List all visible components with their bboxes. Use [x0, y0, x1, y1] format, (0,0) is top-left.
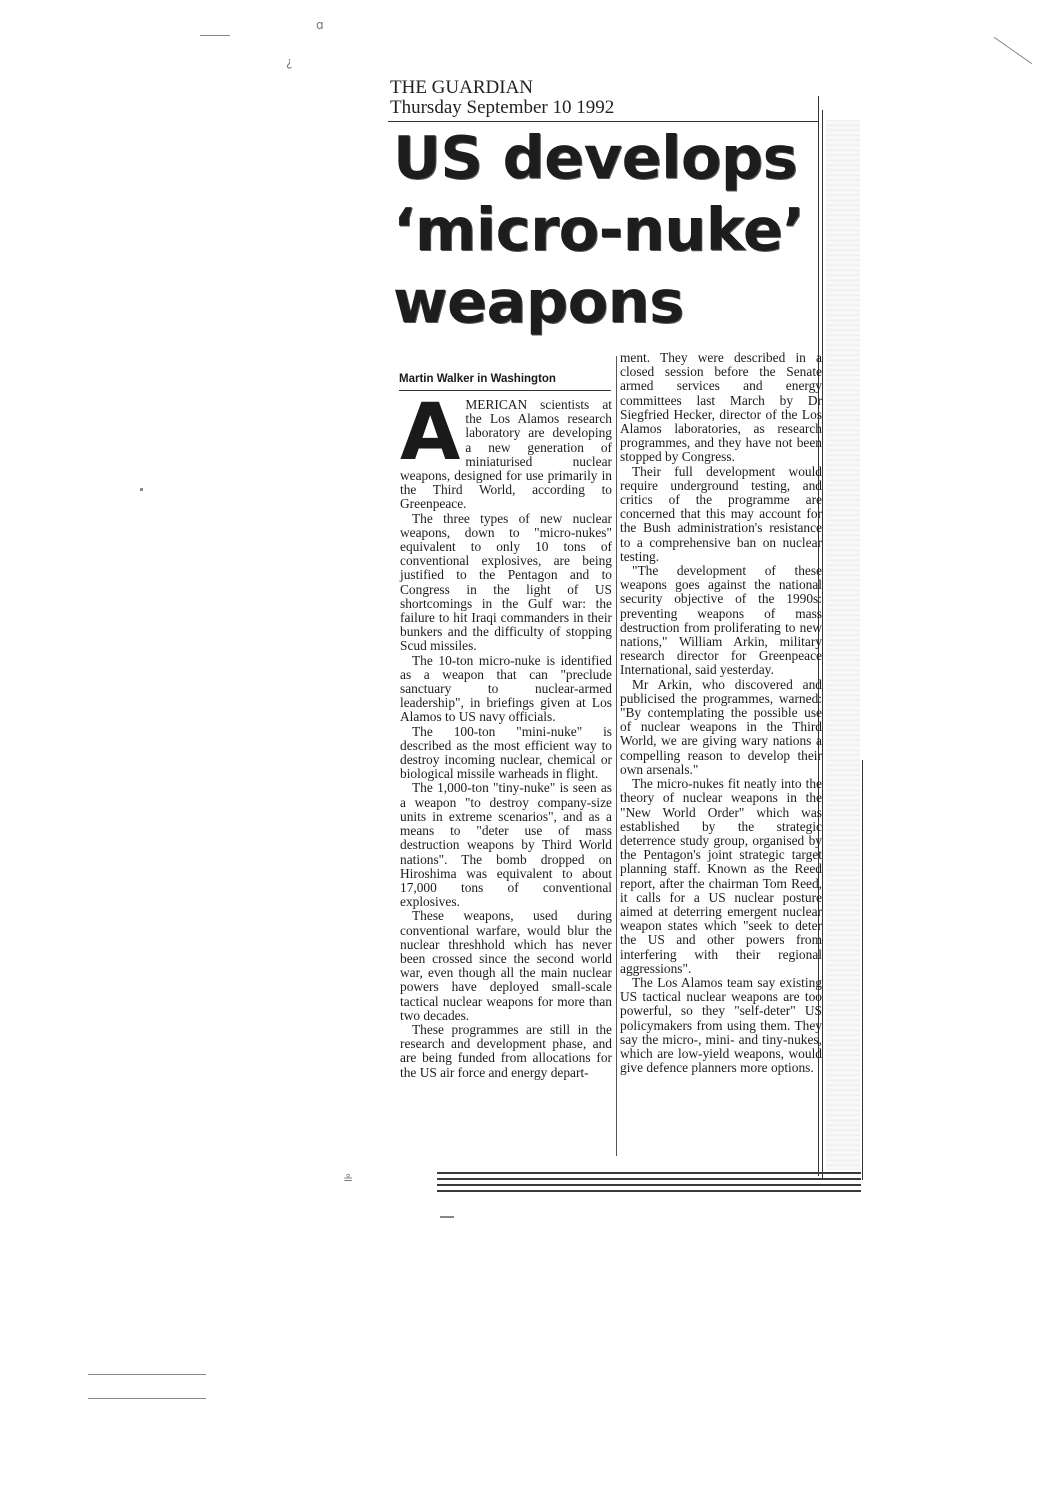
- paragraph: The 1,000-ton "tiny-nuke" is seen as a weapon "to destroy company-size units in extreme scenarios", and as a means to "deter use of mass destruction weapons by Third World nations". The bomb dropped on Hiroshima was equivalent to about 17,000 tons of conventional explosives.: [400, 780, 612, 910]
- article-left-column: [400, 388, 612, 1080]
- column-divider: [616, 356, 617, 1156]
- scan-mark: [440, 1216, 454, 1218]
- paragraph: MERICAN scientists at the Los Alamos research laboratory are developing a new generation of miniaturised nuclear weapons, designed for use primarily in the Third World, according to Greenpeace.: [400, 397, 612, 512]
- article-right-column: [620, 351, 822, 1075]
- masthead: [390, 78, 614, 118]
- scan-mark: [140, 488, 143, 491]
- headline-line-1: US develops: [393, 123, 798, 192]
- newspaper-name: THE GUARDIAN: [390, 77, 534, 98]
- publication-date: Thursday September 10 1992: [390, 97, 615, 118]
- paragraph: "The development of these weapons goes against the national security objective of the 1990s: preventing weapons of mass destruction from proliferating to new nations," William Arkin, military research director for Greenpeace International, said yesterday.: [620, 563, 822, 678]
- scan-shading: [826, 120, 860, 1170]
- paragraph: ment. They were described in a closed session before the Senate armed services and energy committees last March by Dr Siegfried Hecker, director of the Los Alamos laboratories, as research programmes, and they have not been stopped by Congress.: [620, 350, 822, 465]
- scan-mark: [200, 35, 230, 36]
- drop-cap: A: [400, 388, 461, 478]
- paragraph: The Los Alamos team say existing US tactical nuclear weapons are too powerful, so they "self-deter" US policymakers from using them. They say the micro-, mini- and tiny-nukes, which are low-yield weapons, would give defence planners more options.: [620, 974, 822, 1076]
- headline-line-2: ‘micro-nuke’: [393, 195, 805, 264]
- scan-speck: ɑ: [316, 18, 324, 32]
- paragraph: Mr Arkin, who discovered and publicised the programmes, warned: "By contemplating the possible use of nuclear weapons in the Third World, we are giving wary nations a compelling reason to develop their own arsenals.": [620, 676, 822, 777]
- paragraph: The micro-nukes fit neatly into the theory of nuclear weapons in the "New World Order" which was established by the strategic deterrence study group, organised by the Pentagon's joint strategic target planning staff. Known as the Reed report, after the chairman Tom Reed, it calls for a US nuclear posture aimed at deterring emergent nuclear weapon states which "seek to deter the US and other powers from interfering with their regional aggressions".: [620, 776, 822, 976]
- paragraph: Their full development would require underground testing, and critics of the programme are concerned that this may account for the Bush administration's resistance to a comprehensive ban on nuclear testing.: [620, 463, 822, 564]
- scan-speck: ≗: [343, 1172, 354, 1186]
- article-end-rules: [437, 1172, 861, 1200]
- paragraph: These programmes are still in the research and development phase, and are being funded from allocations for the US air force and energy depart-: [400, 1021, 612, 1080]
- paragraph: The 10-ton micro-nuke is identified as a weapon that can "preclude sanctuary to nuclear-armed leadership", in briefings given at Los Alamos to US navy officials.: [400, 652, 612, 725]
- headline-line-3: weapons: [393, 267, 684, 336]
- paragraph: These weapons, used during conventional warfare, would blur the nuclear threshhold which has never been crossed since the second world war, even though all the main nuclear powers have deployed small-scale tactical nuclear weapons for more than two decades.: [400, 908, 612, 1023]
- scan-mark: [88, 1374, 206, 1375]
- headline: [393, 122, 813, 338]
- paragraph: The three types of new nuclear weapons, down to "micro-nukes" equivalent to only 10 tons of conventional explosives, are being justified to the Pentagon and to Congress in the light of US shortcomings in the Gulf war: the failure to hit Iraqi commanders in their bunkers and the difficulty of stopping Scud missiles.: [400, 510, 612, 654]
- scan-speck: ¿: [286, 55, 293, 69]
- column-rule: [862, 760, 863, 1180]
- column-rule: [822, 110, 823, 1180]
- scan-mark: [994, 37, 1032, 64]
- scan-mark: [88, 1398, 206, 1399]
- paragraph: The 100-ton "mini-nuke" is described as the most efficient way to destroy incoming nuclear, chemical or biological missile warheads in flight.: [400, 723, 612, 782]
- byline: Martin Walker in Washington: [399, 373, 556, 385]
